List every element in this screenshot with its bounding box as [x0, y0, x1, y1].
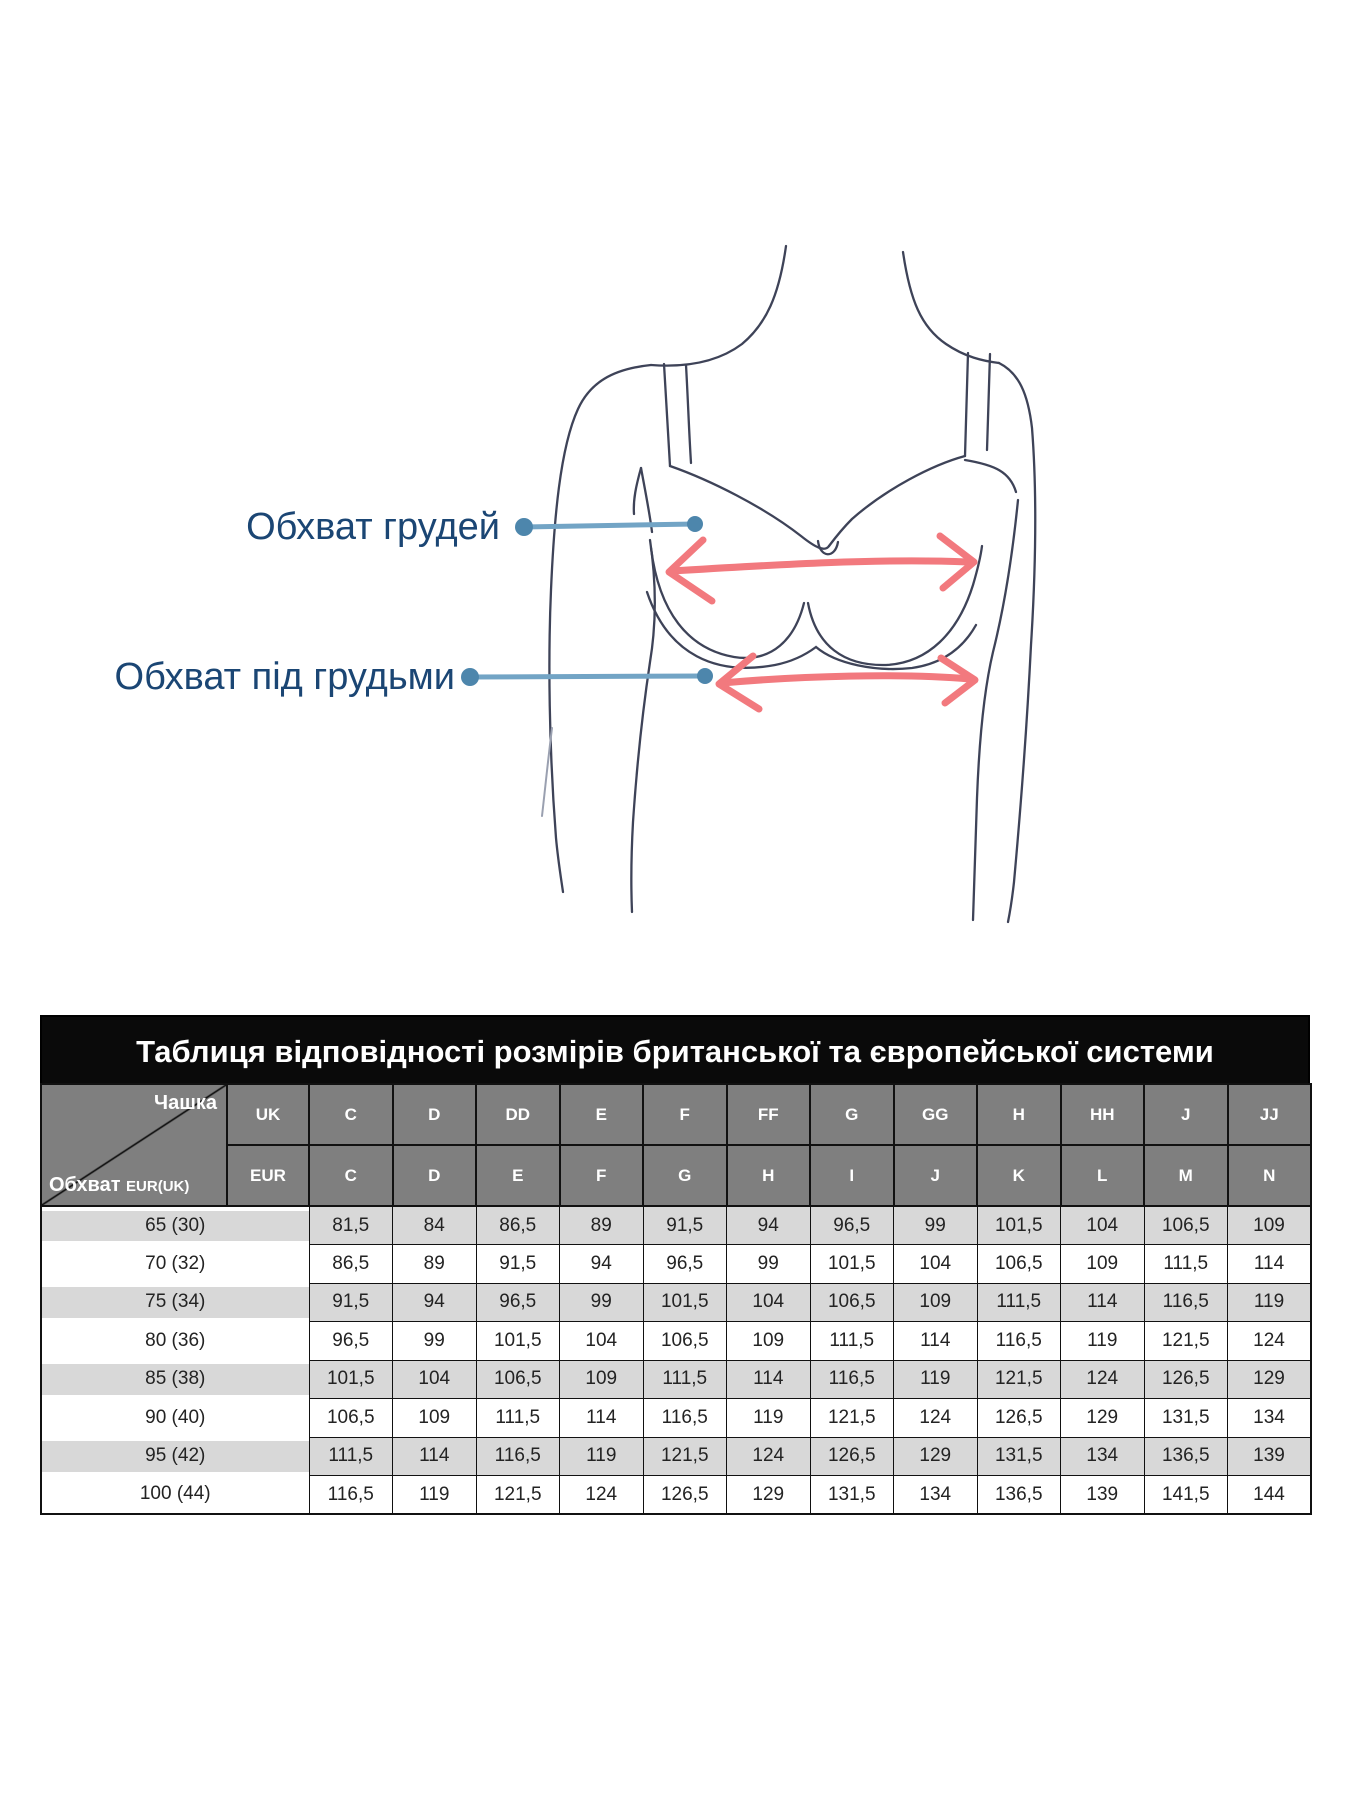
size-value-cell: 129 [894, 1437, 978, 1476]
size-value-cell: 119 [560, 1437, 644, 1476]
bust-connector-dot-left [515, 518, 533, 536]
size-value-cell: 121,5 [643, 1437, 727, 1476]
size-value-cell: 106,5 [476, 1360, 560, 1399]
size-value-cell: 134 [1061, 1437, 1145, 1476]
size-value-cell: 106,5 [309, 1399, 393, 1438]
size-value-cell: 109 [393, 1399, 477, 1438]
size-value-cell: 131,5 [1144, 1399, 1228, 1438]
size-value-cell: 124 [894, 1399, 978, 1438]
size-value-cell: 129 [727, 1476, 811, 1515]
size-value-cell: 99 [727, 1245, 811, 1284]
left-arm-outline [549, 365, 651, 892]
size-value-cell: 126,5 [977, 1399, 1061, 1438]
uk-cup-header: E [560, 1084, 644, 1145]
eur-cup-header: E [476, 1145, 560, 1206]
table-row [41, 1283, 1311, 1322]
right-arm-outline [999, 363, 1035, 922]
uk-cup-header: FF [727, 1084, 811, 1145]
size-value-cell: 139 [1228, 1437, 1312, 1476]
table-row [41, 1360, 1311, 1399]
size-value-cell: 119 [1228, 1283, 1312, 1322]
size-value-cell: 99 [560, 1283, 644, 1322]
band-size-cell: 85 (38) [41, 1360, 309, 1399]
size-value-cell: 119 [1061, 1322, 1145, 1361]
eur-cup-header: K [977, 1145, 1061, 1206]
size-value-cell: 106,5 [1144, 1206, 1228, 1245]
size-value-cell: 81,5 [309, 1206, 393, 1245]
size-value-cell: 104 [393, 1360, 477, 1399]
size-value-cell: 121,5 [1144, 1322, 1228, 1361]
size-value-cell: 124 [727, 1437, 811, 1476]
band-size-cell: 90 (40) [41, 1399, 309, 1438]
size-value-cell: 126,5 [643, 1476, 727, 1515]
uk-cup-header: C [309, 1084, 393, 1145]
size-value-cell: 126,5 [1144, 1360, 1228, 1399]
left-cup-top-edge [670, 466, 829, 549]
left-strap-inner [686, 365, 691, 463]
uk-cup-header: DD [476, 1084, 560, 1145]
size-value-cell: 134 [894, 1476, 978, 1515]
left-strap-outer [664, 364, 670, 466]
table-row [41, 1476, 1311, 1515]
uk-system-header: UK [227, 1084, 309, 1145]
underbust-connector-dot-right [697, 668, 713, 684]
eur-cup-header: F [560, 1145, 644, 1206]
size-value-cell: 101,5 [476, 1322, 560, 1361]
size-value-cell: 121,5 [476, 1476, 560, 1515]
size-value-cell: 101,5 [977, 1206, 1061, 1245]
eur-cup-header: H [727, 1145, 811, 1206]
size-value-cell: 104 [894, 1245, 978, 1284]
bust-connector-dot-right [687, 516, 703, 532]
band-size-cell: 80 (36) [41, 1322, 309, 1361]
size-value-cell: 119 [727, 1399, 811, 1438]
size-value-cell: 101,5 [643, 1283, 727, 1322]
size-value-cell: 104 [727, 1283, 811, 1322]
eur-system-header: EUR [227, 1145, 309, 1206]
size-value-cell: 94 [560, 1245, 644, 1284]
size-value-cell: 111,5 [309, 1437, 393, 1476]
size-value-cell: 86,5 [309, 1245, 393, 1284]
torso-light-lines [542, 728, 552, 816]
size-value-cell: 96,5 [309, 1322, 393, 1361]
size-value-cell: 106,5 [643, 1322, 727, 1361]
table-row [41, 1437, 1311, 1476]
torso-outline [549, 246, 1035, 922]
size-value-cell: 109 [1061, 1245, 1145, 1284]
underband-edge [647, 592, 976, 669]
size-value-cell: 111,5 [476, 1399, 560, 1438]
uk-cup-header: G [810, 1084, 894, 1145]
uk-cup-header: JJ [1228, 1084, 1312, 1145]
size-conversion-table [40, 1083, 1312, 1515]
size-value-cell: 131,5 [977, 1437, 1061, 1476]
size-value-cell: 109 [894, 1283, 978, 1322]
size-value-cell: 104 [560, 1322, 644, 1361]
size-value-cell: 91,5 [476, 1245, 560, 1284]
table-row [41, 1399, 1311, 1438]
band-size-cell: 100 (44) [41, 1476, 309, 1515]
neck-right-line [903, 252, 999, 363]
underbust-connector-line [470, 676, 705, 677]
underbust-arrow-shaft [722, 676, 970, 683]
size-value-cell: 114 [393, 1437, 477, 1476]
size-value-cell: 139 [1061, 1476, 1145, 1515]
size-value-cell: 119 [894, 1360, 978, 1399]
underbust-connector-dot-left [461, 668, 479, 686]
band-size-cell: 95 (42) [41, 1437, 309, 1476]
eur-cup-header: D [393, 1145, 477, 1206]
left-arm-inner-light [542, 728, 552, 816]
right-cup-top-edge [829, 456, 965, 546]
size-value-cell: 116,5 [309, 1476, 393, 1515]
band-size-cell: 70 (32) [41, 1245, 309, 1284]
band-size-cell: 65 (30) [41, 1206, 309, 1245]
size-value-cell: 129 [1228, 1360, 1312, 1399]
eur-cup-row [41, 1145, 1311, 1206]
size-value-cell: 111,5 [1144, 1245, 1228, 1284]
size-value-cell: 114 [894, 1322, 978, 1361]
size-value-cell: 101,5 [309, 1360, 393, 1399]
size-value-cell: 109 [727, 1322, 811, 1361]
size-value-cell: 99 [894, 1206, 978, 1245]
uk-cup-header: F [643, 1084, 727, 1145]
size-value-cell: 134 [1228, 1399, 1312, 1438]
left-torso-side [631, 540, 655, 912]
size-value-cell: 116,5 [810, 1360, 894, 1399]
cup-corner-label: Чашка [154, 1092, 217, 1114]
size-value-cell: 86,5 [476, 1206, 560, 1245]
size-value-cell: 129 [1061, 1399, 1145, 1438]
size-value-cell: 106,5 [810, 1283, 894, 1322]
table-row [41, 1322, 1311, 1361]
size-value-cell: 121,5 [977, 1360, 1061, 1399]
uk-cup-row [41, 1084, 1311, 1145]
neck-left-line [651, 246, 786, 366]
size-value-cell: 136,5 [1144, 1437, 1228, 1476]
size-value-cell: 144 [1228, 1476, 1312, 1515]
bust-connector-line [524, 524, 695, 527]
size-value-cell: 91,5 [309, 1283, 393, 1322]
size-value-cell: 119 [393, 1476, 477, 1515]
measure-arrows [669, 536, 975, 709]
size-value-cell: 111,5 [810, 1322, 894, 1361]
size-value-cell: 131,5 [810, 1476, 894, 1515]
size-value-cell: 114 [1061, 1283, 1145, 1322]
eur-cup-header: C [309, 1145, 393, 1206]
size-value-cell: 114 [727, 1360, 811, 1399]
size-value-cell: 111,5 [643, 1360, 727, 1399]
eur-cup-header: L [1061, 1145, 1145, 1206]
size-value-cell: 116,5 [977, 1322, 1061, 1361]
size-value-cell: 116,5 [643, 1399, 727, 1438]
size-value-cell: 114 [1228, 1245, 1312, 1284]
size-table-body [41, 1206, 1311, 1514]
size-value-cell: 116,5 [476, 1437, 560, 1476]
uk-cup-header: D [393, 1084, 477, 1145]
size-value-cell: 96,5 [476, 1283, 560, 1322]
table-row [41, 1206, 1311, 1245]
size-value-cell: 116,5 [1144, 1283, 1228, 1322]
size-table [40, 1015, 1310, 1515]
size-value-cell: 91,5 [643, 1206, 727, 1245]
eur-cup-header: M [1144, 1145, 1228, 1206]
size-value-cell: 106,5 [977, 1245, 1061, 1284]
size-value-cell: 104 [1061, 1206, 1145, 1245]
size-value-cell: 121,5 [810, 1399, 894, 1438]
size-value-cell: 126,5 [810, 1437, 894, 1476]
size-value-cell: 124 [1061, 1360, 1145, 1399]
underbust-label: Обхват під грудьми [114, 656, 455, 698]
size-value-cell: 89 [393, 1245, 477, 1284]
size-value-cell: 136,5 [977, 1476, 1061, 1515]
size-value-cell: 94 [727, 1206, 811, 1245]
size-value-cell: 89 [560, 1206, 644, 1245]
size-value-cell: 94 [393, 1283, 477, 1322]
size-value-cell: 96,5 [810, 1206, 894, 1245]
size-value-cell: 111,5 [977, 1283, 1061, 1322]
eur-cup-header: J [894, 1145, 978, 1206]
size-value-cell: 109 [560, 1360, 644, 1399]
size-value-cell: 124 [560, 1476, 644, 1515]
band-size-cell: 75 (34) [41, 1283, 309, 1322]
right-armpit-line [965, 460, 1016, 492]
table-row [41, 1245, 1311, 1284]
uk-cup-header: GG [894, 1084, 978, 1145]
bust-arrow-shaft [672, 561, 968, 571]
right-strap-inner [965, 353, 968, 456]
eur-cup-header: I [810, 1145, 894, 1206]
uk-cup-header: HH [1061, 1084, 1145, 1145]
size-value-cell: 101,5 [810, 1245, 894, 1284]
size-value-cell: 124 [1228, 1322, 1312, 1361]
size-value-cell: 99 [393, 1322, 477, 1361]
left-armpit-fork [634, 468, 641, 514]
size-value-cell: 141,5 [1144, 1476, 1228, 1515]
eur-cup-header: G [643, 1145, 727, 1206]
uk-cup-header: J [1144, 1084, 1228, 1145]
bust-label: Обхват грудей [246, 506, 500, 548]
size-value-cell: 96,5 [643, 1245, 727, 1284]
table-title: Таблиця відповідності розмірів британської та європейської системи [40, 1015, 1310, 1085]
size-value-cell: 109 [1228, 1206, 1312, 1245]
size-value-cell: 84 [393, 1206, 477, 1245]
size-value-cell: 114 [560, 1399, 644, 1438]
corner-header-cell [41, 1084, 227, 1206]
right-strap-outer [987, 354, 990, 450]
uk-cup-header: H [977, 1084, 1061, 1145]
band-corner-label: Обхват EUR(UK) [49, 1174, 190, 1196]
eur-cup-header: N [1228, 1145, 1312, 1206]
